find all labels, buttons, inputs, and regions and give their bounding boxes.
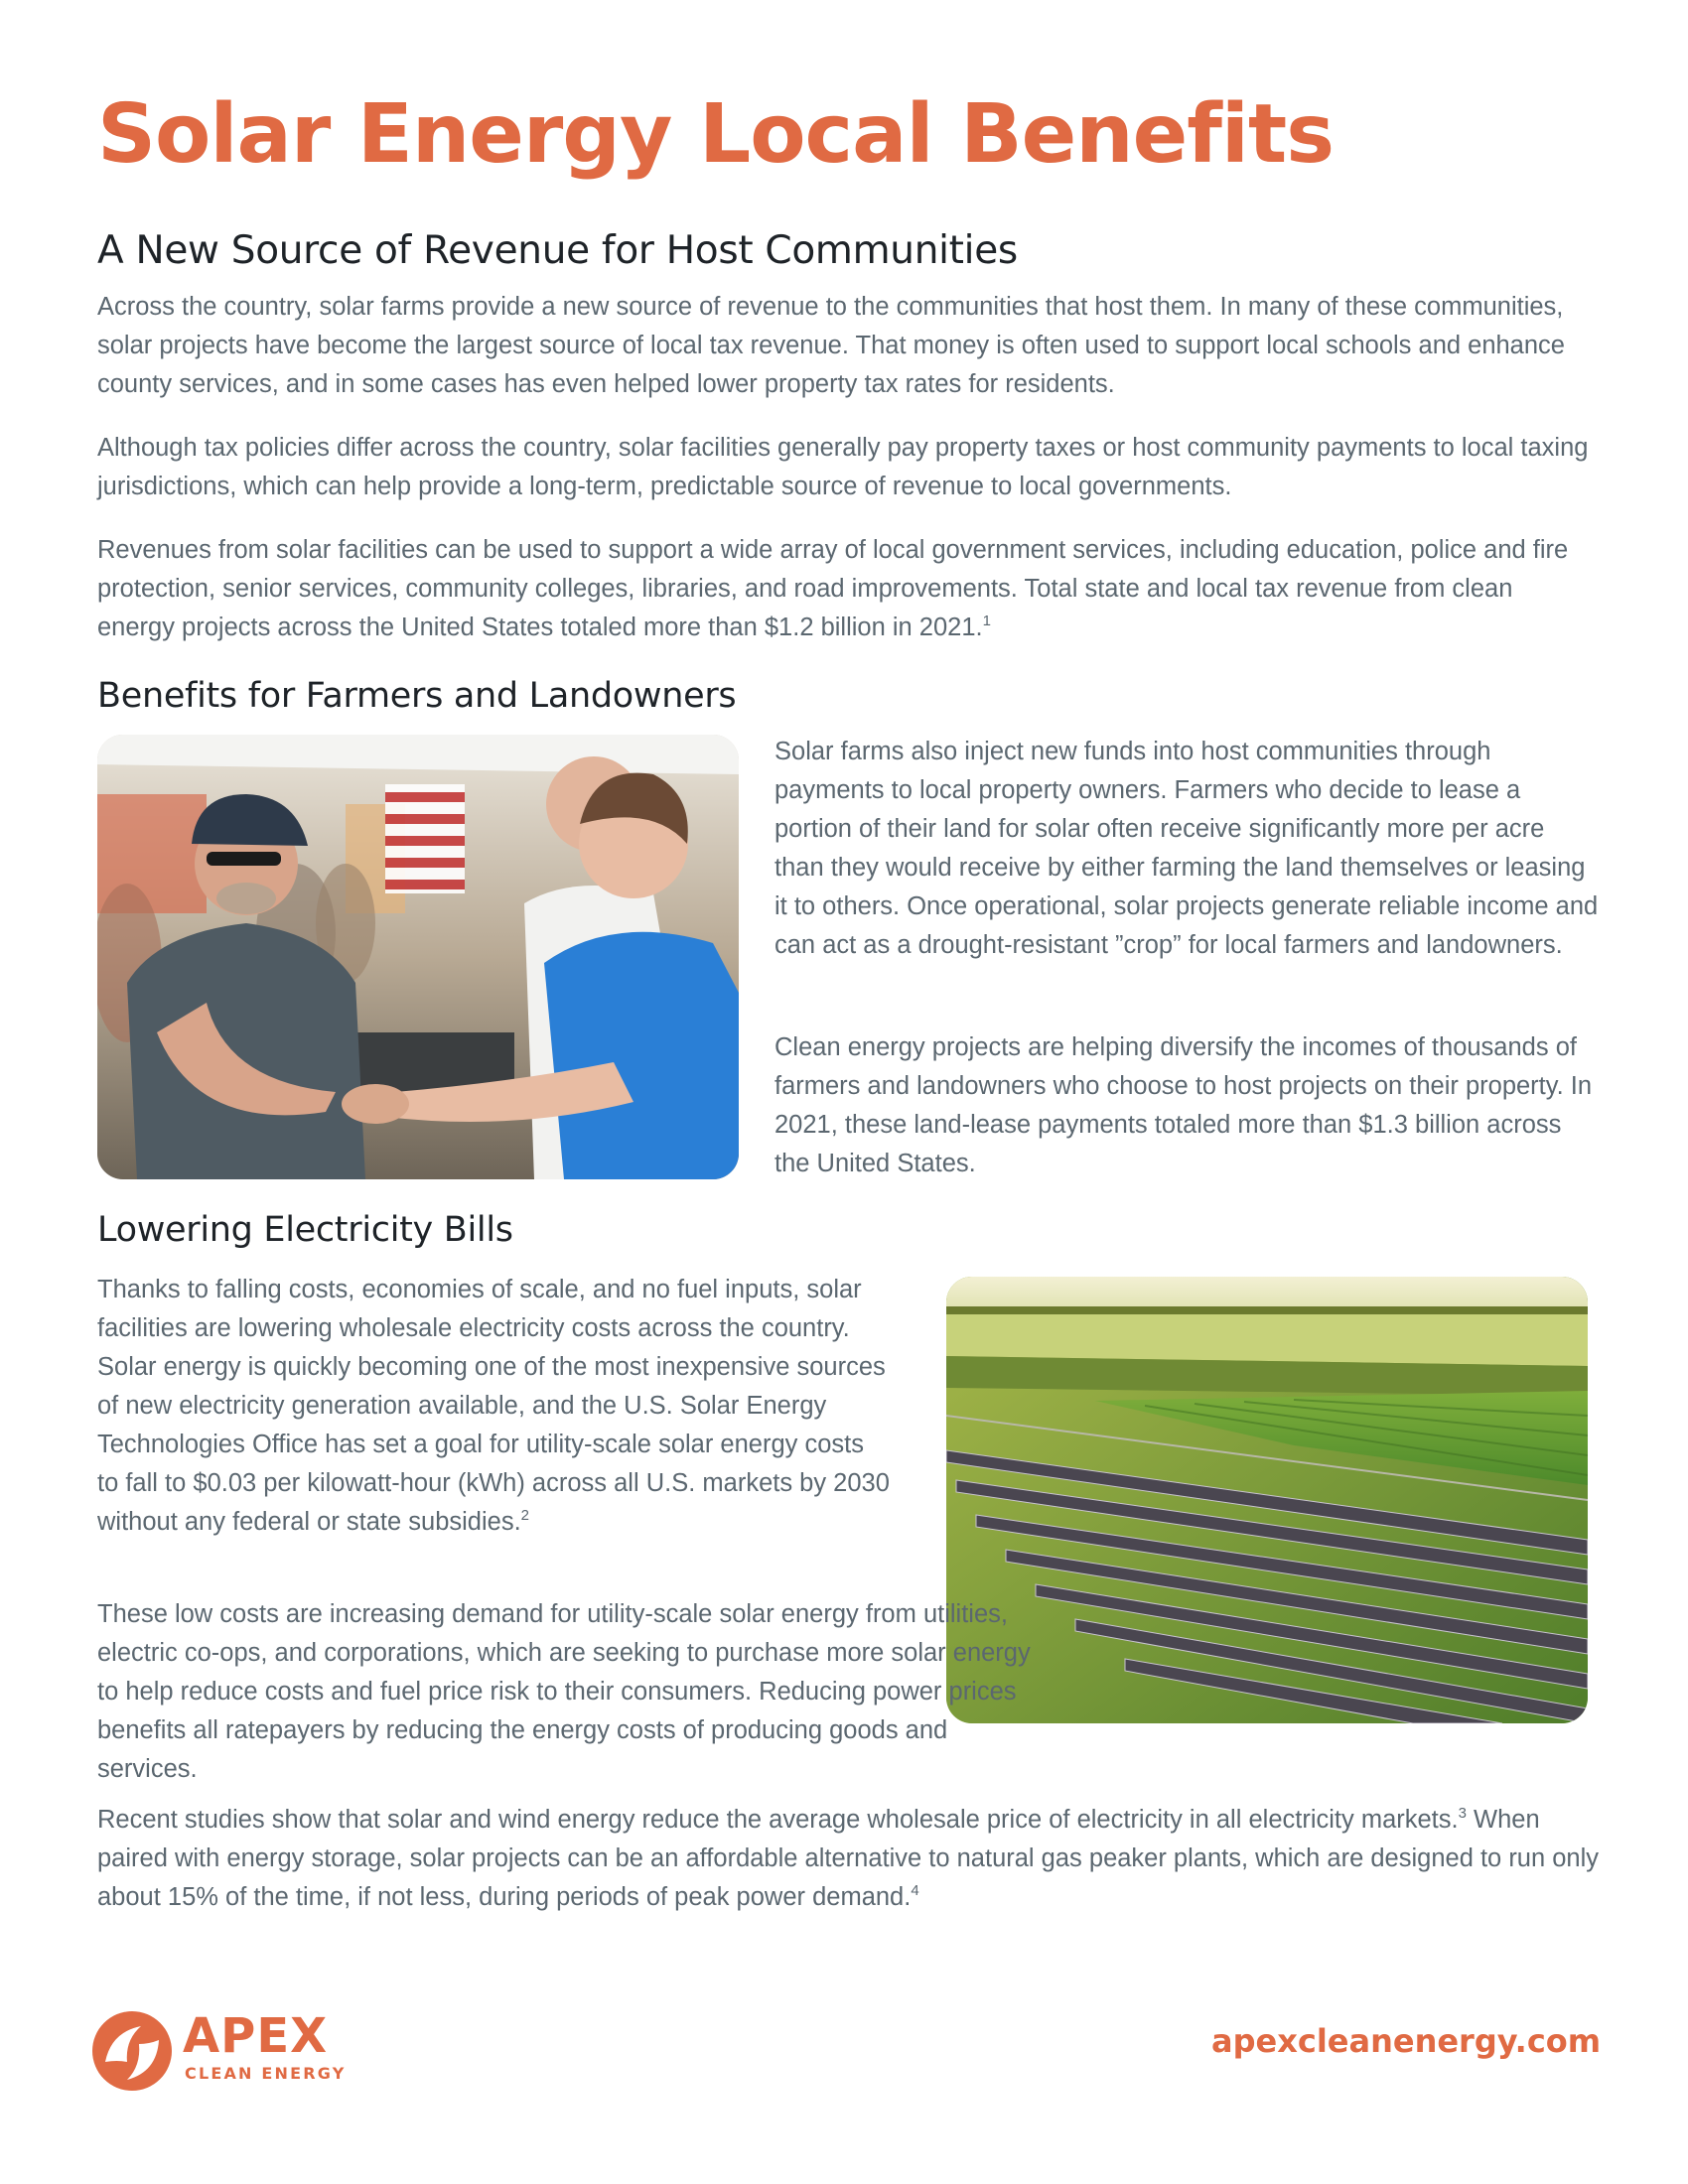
bills-paragraph-1-text: Thanks to falling costs, economies of scale, and no fuel inputs, solar facilities are lowering wholesale electricity costs across the country. Solar energy is quickly becoming one of the most inexpensive sources of new electricity generation available, and the U.S. Solar Energy Technologies Office has set a goal for utility-scale solar energy costs to fall to $0.03 per kilowatt-hour (kWh) across all U.S. markets by 2030 without any federal or state subsidies.	[97, 1276, 890, 1536]
logo-wordmark: APEX	[183, 2008, 329, 2064]
footnote-ref-3: 3	[1458, 1805, 1467, 1822]
bills-paragraph-1	[97, 1271, 892, 1542]
photo-handshake	[97, 735, 739, 1179]
farmers-paragraph-1: Solar farms also inject new funds into host communities through payments to local property owners. Farmers who decide to lease a portion of their land for solar often receive significantly more per acre than they would receive by either farming the land themselves or leasing it to others. Once operational, solar projects generate reliable income and can act as a drought-resistant ”crop” for local farmers and landowners.	[774, 738, 1599, 959]
bills-paragraph-3b-text: When paired with energy storage, solar projects can be an affordable alternative to natural gas peaker plants, which are designed to run only about 15% of the time, if not less, during periods of peak power demand.	[97, 1806, 1600, 1911]
footnote-ref-2: 2	[520, 1507, 529, 1524]
handshake-photo-illustration	[97, 735, 739, 1179]
bills-paragraph-3	[97, 1801, 1617, 1917]
apex-logo	[91, 2005, 389, 2095]
section-heading-revenue: A New Source of Revenue for Host Communities	[97, 228, 1018, 273]
revenue-paragraph-3	[97, 531, 1597, 647]
page-title: Solar Energy Local Benefits	[97, 87, 1335, 182]
section-heading-farmers: Benefits for Farmers and Landowners	[97, 676, 737, 716]
revenue-paragraph-3-text: Revenues from solar facilities can be used to support a wide array of local government services, including education, police and fire protection, senior services, community colleges, libraries, and road improvements. Total state and local tax revenue from clean energy projects across the United States totaled more than $1.2 billion in 2021.	[97, 536, 1569, 641]
website-link[interactable]: apexcleanenergy.com	[1211, 2022, 1602, 2060]
footnote-ref-4: 4	[911, 1882, 919, 1899]
bills-paragraph-2: These low costs are increasing demand for utility-scale solar energy from utilities, electric co-ops, and corporations, which are seeking to purchase more solar energy to help reduce costs and fuel price risk to their consumers. Reducing power prices benefits all ratepayers by reducing the energy costs of producing goods and services.	[97, 1600, 1031, 1783]
farmers-paragraph-2: Clean energy projects are helping diversify the incomes of thousands of farmers and landowners who choose to host projects on their property. In 2021, these land-lease payments totaled more than $1.3 billion across the United States.	[774, 1033, 1593, 1177]
revenue-paragraph-1: Across the country, solar farms provide a new source of revenue to the communities that host them. In many of these communities, solar projects have become the largest source of local tax revenue. That money is often used to support local schools and enhance county services, and in some cases has even helped lower property tax rates for residents.	[97, 293, 1565, 398]
logo-subtitle: CLEAN ENERGY	[185, 2064, 347, 2083]
apex-logo-mark-icon	[91, 2010, 173, 2092]
section-heading-bills: Lowering Electricity Bills	[97, 1210, 513, 1250]
footnote-ref-1: 1	[982, 613, 991, 629]
revenue-paragraph-2: Although tax policies differ across the country, solar facilities generally pay property taxes or host community payments to local taxing jurisdictions, which can help provide a long-term, predictable source of revenue to local governments.	[97, 434, 1589, 500]
bills-paragraph-3a-text: Recent studies show that solar and wind energy reduce the average wholesale price of electricity in all electricity markets.	[97, 1806, 1459, 1834]
